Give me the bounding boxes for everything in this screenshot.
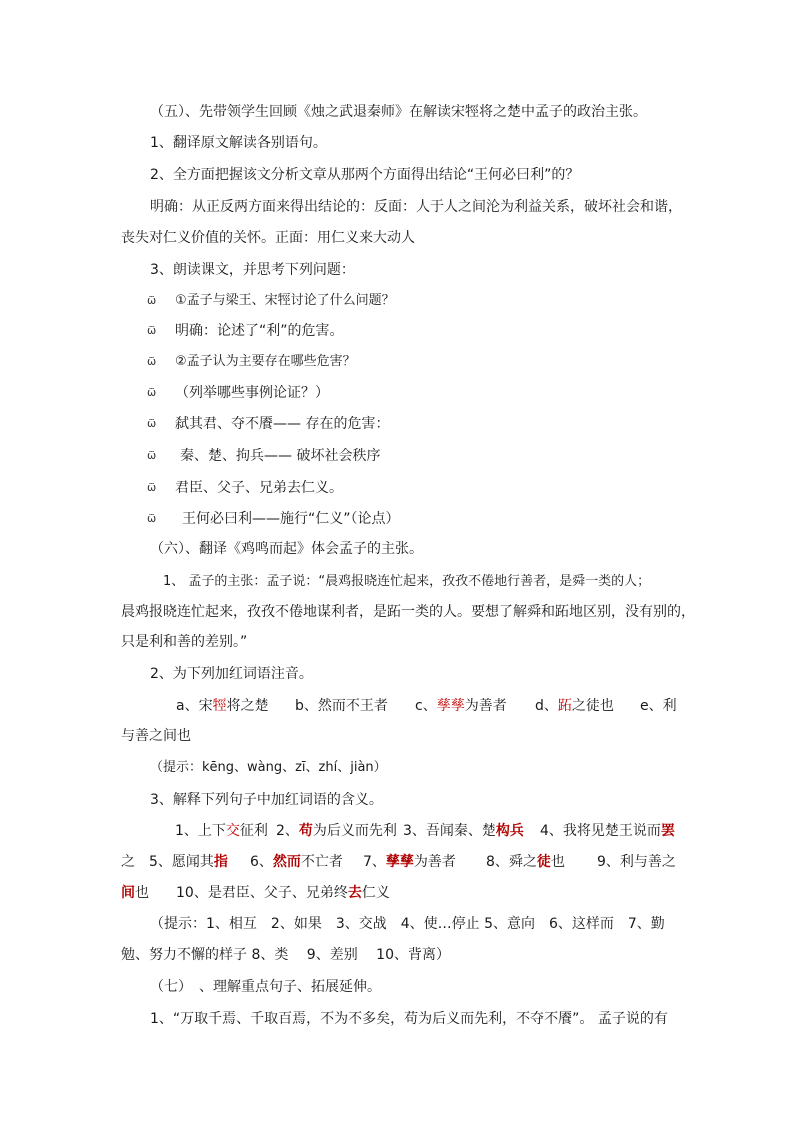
section-5-heading: （五）、先带领学生回顾《烛之武退秦师》在解读宋牼将之楚中孟子的政治主张。 bbox=[150, 104, 647, 120]
pinyin-item-b: b、然而不王者 bbox=[295, 698, 388, 714]
explain-item-1: 1、上下交征利 bbox=[175, 823, 268, 839]
answer-line-2: 丧失对仁义价值的关怀。正面：用仁义来大动人 bbox=[121, 230, 415, 246]
explain-item-2: 2、苟为后义而先利 bbox=[276, 823, 397, 839]
bullet-icon: ѿ bbox=[147, 512, 157, 525]
explain-hint-line-1: （提示：1、相互 2、如果 3、交战 4、使…停止 5、意向 6、这样而 7、勤 bbox=[150, 916, 665, 932]
explain-item-9: 9、利与善之 bbox=[597, 854, 676, 870]
bullet-item-3: ②孟子认为主要存在哪些危害？ bbox=[175, 354, 356, 369]
pinyin-item-d: d、跖之徒也 bbox=[535, 698, 614, 714]
explain-item-6: 6、然而不亡者 bbox=[250, 854, 343, 870]
bullet-icon: ѿ bbox=[147, 386, 157, 399]
section-7-line-1: 1、“万取千焉、千取百焉，不为不多矣，苟为后义而先利，不夺不餍”。 孟子说的有 bbox=[150, 1011, 668, 1027]
section-7-heading: （七） 、理解重点句子、拓展延伸。 bbox=[150, 979, 381, 995]
pinyin-item-e: e、利 bbox=[640, 698, 677, 714]
mencius-claim-line-2: 晨鸡报晓连忙起来，孜孜不倦地谋利者，是跖一类的人。要想了解舜和跖地区别，没有别的， bbox=[121, 604, 695, 620]
bullet-icon: ѿ bbox=[147, 324, 157, 337]
mencius-claim-line-3: 只是利和善的差别。” bbox=[121, 634, 248, 650]
question-3: 3、朗读课文，并思考下列问题： bbox=[150, 262, 355, 278]
bullet-item-8: 王何必曰利——施行“仁义”（论点） bbox=[182, 511, 400, 527]
bullet-icon: ѿ bbox=[147, 449, 157, 462]
question-2: 2、全方面把握该文分析文章从那两个方面得出结论“王何必曰利”的？ bbox=[150, 167, 580, 183]
bullet-item-6: 秦、楚、拘兵—— 破坏社会秩序 bbox=[180, 448, 381, 464]
explain-item-5: 5、愿闻其指 bbox=[149, 854, 228, 870]
bullet-item-2: 明确：论述了“利”的危害。 bbox=[175, 323, 344, 339]
pinyin-hint: （提示：kēng、wàng、zī、zhí、jiàn） bbox=[150, 760, 387, 775]
bullet-item-1: ①孟子与梁王、宋牼讨论了什么问题？ bbox=[175, 293, 395, 308]
answer-line-1: 明确：从正反两方面来得出结论的：反面：人于人之间沦为利益关系，破坏社会和谐， bbox=[150, 199, 682, 215]
explain-item-9-cont: 间也 bbox=[121, 885, 149, 901]
pinyin-item-a: a、宋牼将之楚 bbox=[176, 698, 269, 714]
bullet-item-5: 弑其君、夺不餍—— 存在的危害： bbox=[175, 416, 390, 432]
explain-item-4-cont: 之 bbox=[121, 854, 135, 870]
question-1: 1、翻译原文解读各别语句。 bbox=[150, 135, 327, 151]
bullet-icon: ѿ bbox=[147, 355, 157, 368]
explain-hint-line-2: 勉、努力不懈的样子 8、类 9、差别 10、背离） bbox=[121, 947, 450, 963]
explain-item-10: 10、是君臣、父子、兄弟终去仁义 bbox=[176, 885, 390, 901]
explain-item-3: 3、吾闻秦、楚构兵 bbox=[403, 823, 524, 839]
explain-question: 3、解释下列句子中加红词语的含义。 bbox=[150, 792, 383, 808]
pinyin-item-e-cont: 与善之间也 bbox=[121, 728, 191, 744]
mencius-claim-line-1: 1、 孟子的主张：孟子说：“晨鸡报晓连忙起来，孜孜不倦地行善者，是舜一类的人； bbox=[163, 574, 651, 589]
bullet-icon: ѿ bbox=[147, 417, 157, 430]
bullet-icon: ѿ bbox=[147, 481, 157, 494]
explain-item-4: 4、我将见楚王说而罢 bbox=[540, 823, 675, 839]
bullet-item-7: 君臣、父子、兄弟去仁义。 bbox=[175, 480, 343, 496]
pinyin-question: 2、为下列加红词语注音。 bbox=[150, 666, 313, 682]
bullet-icon: ѿ bbox=[147, 294, 157, 307]
explain-item-8: 8、舜之徒也 bbox=[486, 854, 565, 870]
bullet-item-4: （列举哪些事例论证？） bbox=[175, 385, 329, 401]
section-6-heading: （六）、翻译《鸡鸣而起》体会孟子的主张。 bbox=[150, 541, 423, 557]
pinyin-item-c: c、孳孳为善者 bbox=[415, 698, 507, 714]
explain-item-7: 7、孳孳为善者 bbox=[363, 854, 456, 870]
